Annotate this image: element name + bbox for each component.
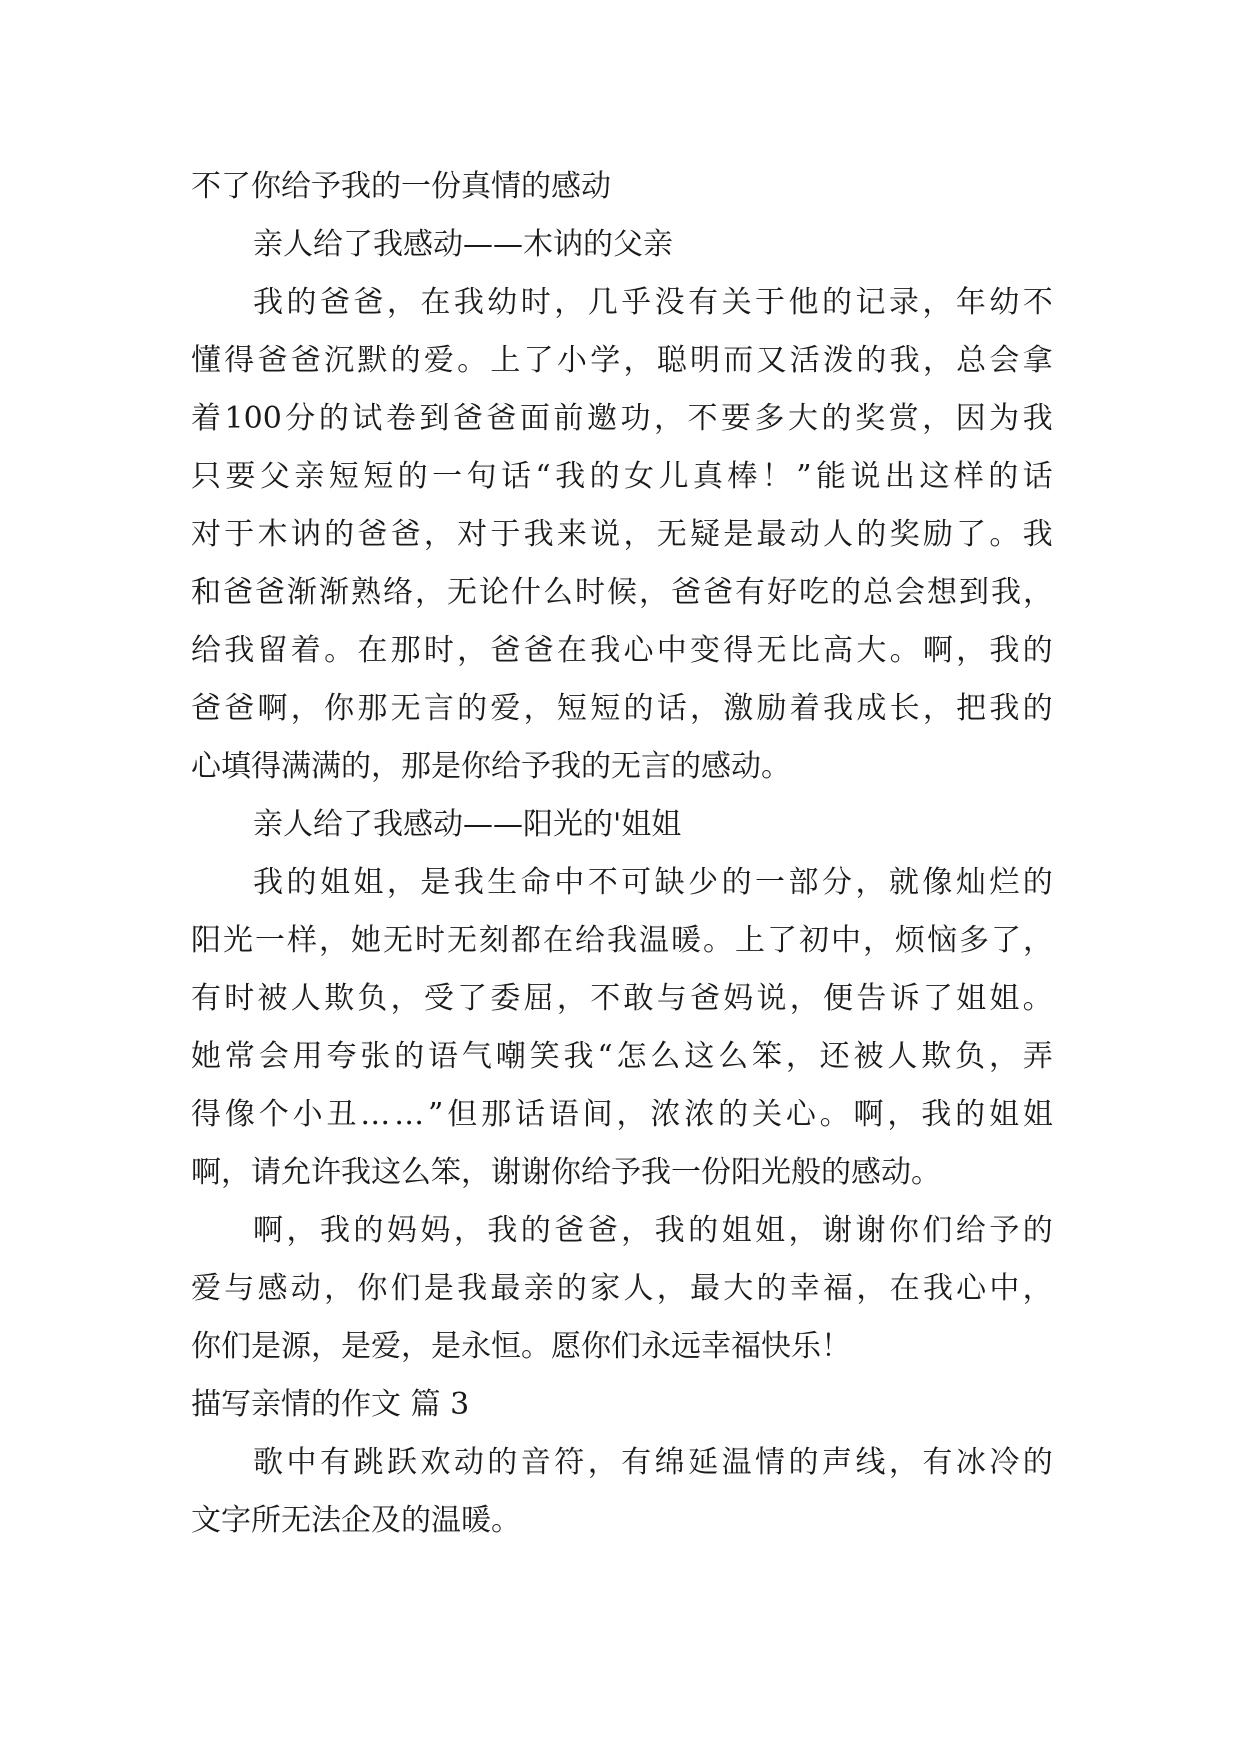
paragraph-line: 阳 光 一 样 ， 她 无 时 无 刻 都 在 给 我 温 暖 。 上 了 初 中 ， 烦 恼 多 了 ， xyxy=(191,923,1053,958)
paragraph-line: 我 的 姐 姐 ， 是 我 生 命 中 不 可 缺 少 的 一 部 分 ， 就 像 灿 烂 的 xyxy=(253,865,1053,900)
paragraph-line: 歌 中 有 跳 跃 欢 动 的 音 符 ， 有 绵 延 温 情 的 声 线 ， 有 冰 冷 的 xyxy=(253,1445,1053,1480)
section-subheading: 亲人给了我感动——阳光的'姐姐 xyxy=(253,807,682,842)
document-page xyxy=(191,158,1053,1550)
paragraph-line: 爱 与 感 动 ， 你 们 是 我 最 亲 的 家 人 ， 最 大 的 幸 福 ， 在 我 心 中 ， xyxy=(191,1271,1053,1306)
section-title: 描写亲情的作文 篇 3 xyxy=(191,1387,470,1422)
paragraph-line: 有 时 被 人 欺 负 ， 受 了 委 屈 ， 不 敢 与 爸 妈 说 ， 便 告 诉 了 姐 姐 。 xyxy=(191,981,1053,1016)
paragraph-line: 我 的 爸 爸 ， 在 我 幼 时 ， 几 乎 没 有 关 于 他 的 记 录 ， 年 幼 不 xyxy=(253,285,1053,320)
paragraph-line: 和 爸 爸 渐 渐 熟 络 ， 无 论 什 么 时 候 ， 爸 爸 有 好 吃 的 总 会 想 到 我 ， xyxy=(191,575,1053,610)
paragraph-line: 着 100 分 的 试 卷 到 爸 爸 面 前 邀 功 ， 不 要 多 大 的 奖 赏 ， 因 为 我 xyxy=(191,401,1053,436)
paragraph-line: 心填得满满的，那是你给予我的无言的感动。 xyxy=(191,749,791,784)
paragraph-line: 得 像 个 小 丑 … … ” 但 那 话 语 间 ， 浓 浓 的 关 心 。 啊 ， 我 的 姐 姐 xyxy=(191,1097,1053,1132)
paragraph-line: 爸 爸 啊 ， 你 那 无 言 的 爱 ， 短 短 的 话 ， 激 励 着 我 成 长 ， 把 我 的 xyxy=(191,691,1053,726)
paragraph-line: 不了你给予我的一份真情的感动 xyxy=(191,169,611,204)
section-subheading: 亲人给了我感动——木讷的父亲 xyxy=(253,227,673,262)
paragraph-line: 她 常 会 用 夸 张 的 语 气 嘲 笑 我 “ 怎 么 这 么 笨 ， 还 被 人 欺 负 ， 弄 xyxy=(191,1039,1053,1074)
paragraph-line: 懂 得 爸 爸 沉 默 的 爱 。 上 了 小 学 ， 聪 明 而 又 活 泼 的 我 ， 总 会 拿 xyxy=(191,343,1053,378)
paragraph-line: 啊，请允许我这么笨，谢谢你给予我一份阳光般的感动。 xyxy=(191,1155,941,1190)
paragraph-line: 只 要 父 亲 短 短 的 一 句 话 “ 我 的 女 儿 真 棒 ！ ” 能 说 出 这 样 的 话 xyxy=(191,459,1053,494)
paragraph-line: 对 于 木 讷 的 爸 爸 ， 对 于 我 来 说 ， 无 疑 是 最 动 人 的 奖 励 了 。 我 xyxy=(191,517,1053,552)
paragraph-line: 啊 ， 我 的 妈 妈 ， 我 的 爸 爸 ， 我 的 姐 姐 ， 谢 谢 你 们 给 予 的 xyxy=(253,1213,1053,1248)
paragraph-line: 文字所无法企及的温暖。 xyxy=(191,1503,521,1538)
paragraph-line: 你们是源，是爱，是永恒。愿你们永远幸福快乐！ xyxy=(191,1329,851,1364)
paragraph-line: 给 我 留 着 。 在 那 时 ， 爸 爸 在 我 心 中 变 得 无 比 高 大 。 啊 ， 我 的 xyxy=(191,633,1053,668)
